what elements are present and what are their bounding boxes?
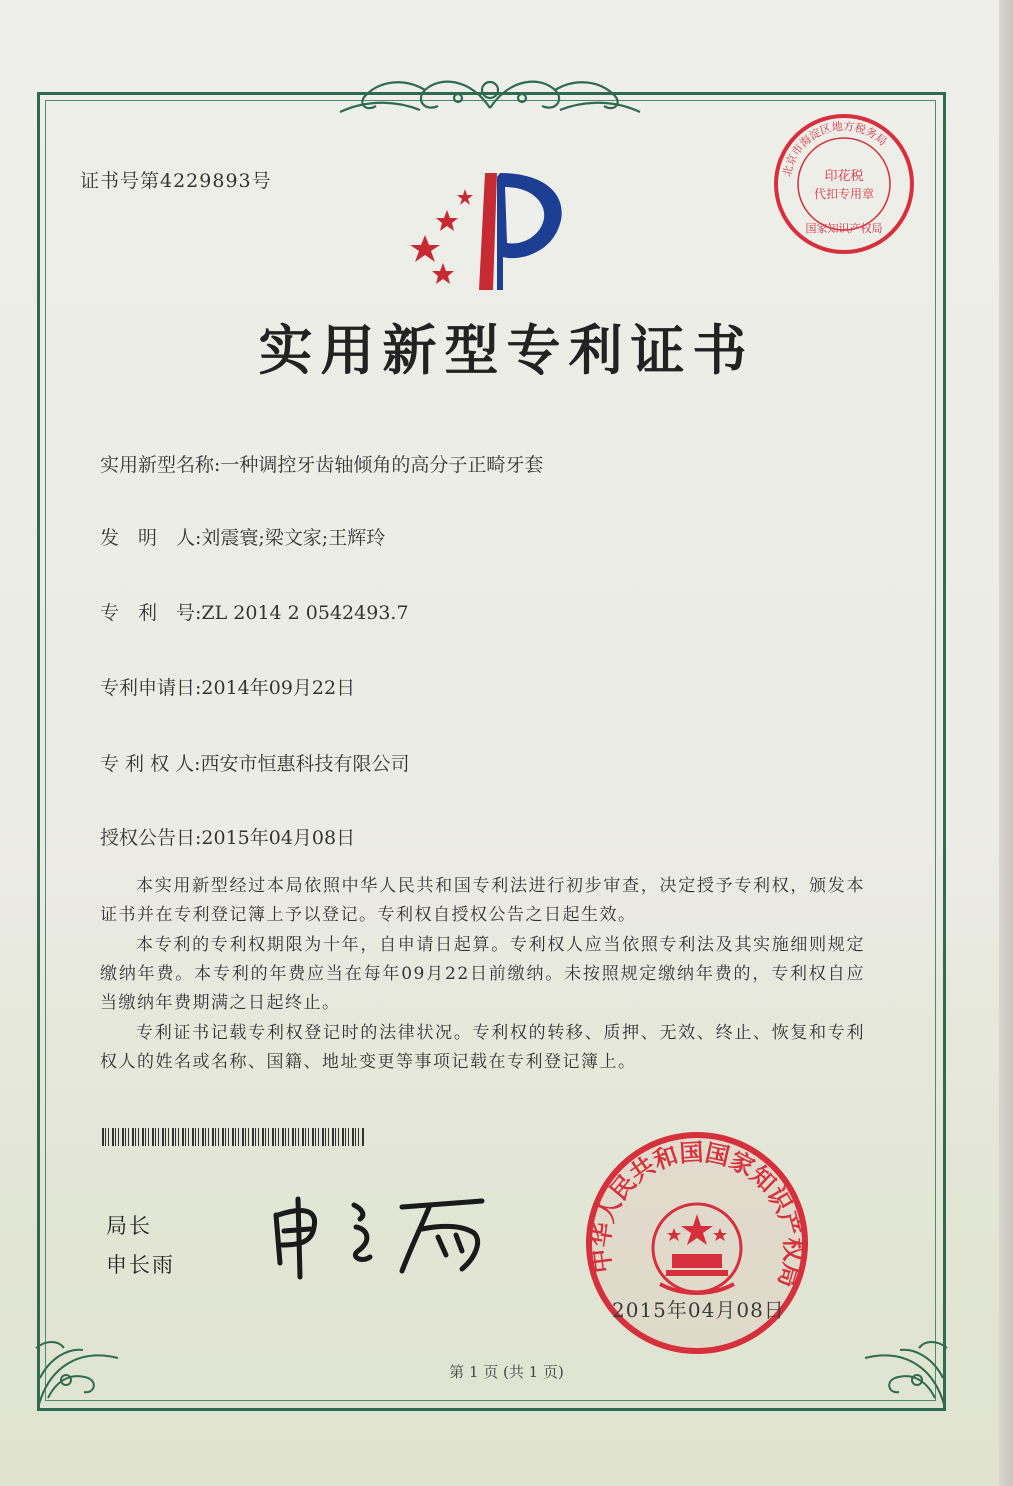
barcode-bar	[275, 1128, 276, 1146]
barcode-bar	[178, 1128, 179, 1146]
barcode-bar	[232, 1128, 234, 1146]
field-utility-model-name	[100, 450, 543, 477]
barcode-bar	[125, 1128, 126, 1146]
director-title: 局长	[106, 1214, 152, 1238]
field-value: 刘震寰;梁文家;王辉玲	[201, 527, 386, 549]
paragraph-term: 本专利的专利权期限为十年，自申请日起算。专利权人应当依照专利法及其实施细则规定缴纳年费。本专利的年费应当在每年09月22日前缴纳。未按照规定缴纳年费的，专利权自应当缴纳年费期满之日起终止。	[100, 935, 865, 1013]
field-value: ZL 2014 2 0542493.7	[201, 602, 409, 624]
barcode-bar	[278, 1128, 279, 1146]
tax-seal-center-2: 代扣专用章	[813, 187, 875, 201]
barcode-bar	[242, 1128, 244, 1146]
barcode-bar	[358, 1128, 359, 1146]
director-signature	[262, 1185, 502, 1285]
field-value: 一种调控牙齿轴倾角的高分子正畸牙套	[220, 454, 544, 476]
barcode-bar	[175, 1128, 176, 1146]
barcode-bar	[208, 1128, 209, 1146]
barcode-bar	[262, 1128, 264, 1146]
barcode-bar	[142, 1128, 144, 1146]
barcode-bar	[292, 1128, 294, 1146]
barcode-bar	[188, 1128, 189, 1146]
page-number: 第 1 页 (共 1 页)	[449, 1363, 564, 1381]
barcode-bar	[168, 1128, 169, 1146]
barcode-bar	[185, 1128, 186, 1146]
tax-seal-bottom: 国家知识产权局	[805, 222, 883, 235]
barcode-bar	[328, 1128, 329, 1146]
barcode-bar	[202, 1128, 204, 1146]
barcode-bar	[282, 1128, 284, 1146]
barcode-bar	[348, 1128, 349, 1146]
barcode-bar	[255, 1128, 256, 1146]
barcode-bar	[325, 1128, 326, 1146]
field-grant-date	[100, 823, 355, 850]
barcode-bar	[248, 1128, 249, 1146]
barcode-bar	[315, 1128, 316, 1146]
barcode-bar	[218, 1128, 219, 1146]
barcode-bar	[228, 1128, 229, 1146]
barcode-bar	[322, 1128, 324, 1146]
barcode-bar	[268, 1128, 269, 1146]
field-label: 发 明 人:	[100, 527, 202, 549]
tax-stamp-seal	[770, 110, 918, 258]
barcode-bar	[258, 1128, 259, 1146]
director-name: 申长雨	[106, 1253, 175, 1277]
official-seal-text: 中华人民共和国国家知识产权局	[586, 1138, 808, 1291]
barcode-bar	[235, 1128, 236, 1146]
barcode-bar	[198, 1128, 199, 1146]
field-value: 西安市恒惠科技有限公司	[200, 753, 410, 775]
field-label: 实用新型名称:	[100, 454, 221, 476]
field-inventors	[100, 523, 385, 550]
official-seal	[582, 1128, 812, 1358]
barcode-bar	[182, 1128, 184, 1146]
paragraph-legal-status: 专利证书记载专利权登记时的法律状况。专利权的转移、质押、无效、终止、恢复和专利权人的姓名或名称、国籍、地址变更等事项记载在专利登记簿上。	[100, 1023, 865, 1072]
barcode-bar	[152, 1128, 154, 1146]
barcode-bar	[148, 1128, 149, 1146]
barcode-bar	[205, 1128, 206, 1146]
barcode-bar	[215, 1128, 216, 1146]
field-label: 专 利 权 人:	[100, 753, 201, 775]
barcode-bar	[145, 1128, 146, 1146]
field-label: 专 利 号:	[100, 602, 202, 624]
certificate-number: 证书号第4229893号	[80, 170, 272, 192]
barcode-bar	[245, 1128, 246, 1146]
barcode-bar	[345, 1128, 346, 1146]
seal-date: 2015年04月08日	[612, 1298, 785, 1322]
cnipa-logo-icon	[405, 165, 580, 295]
barcode-bar	[172, 1128, 174, 1146]
barcode-bar	[332, 1128, 334, 1146]
barcode-bar	[212, 1128, 214, 1146]
barcode-bar	[305, 1128, 306, 1146]
barcode-bar	[285, 1128, 286, 1146]
field-application-date	[100, 673, 355, 700]
barcode-bar	[352, 1128, 354, 1146]
barcode-bar	[162, 1128, 164, 1146]
field-label: 授权公告日:	[100, 827, 202, 849]
barcode-bar	[118, 1128, 119, 1146]
barcode-bar	[308, 1128, 309, 1146]
barcode	[102, 1128, 364, 1146]
barcode-bar	[138, 1128, 139, 1146]
field-value: 2014年09月22日	[201, 677, 356, 699]
barcode-bar	[225, 1128, 226, 1146]
barcode-bar	[288, 1128, 289, 1146]
field-patent-number	[100, 598, 409, 625]
field-patentee	[100, 749, 410, 776]
page-title: 实用新型专利证书	[258, 319, 755, 382]
barcode-bar	[122, 1128, 124, 1146]
top-ornament	[330, 68, 650, 120]
barcode-bar	[158, 1128, 159, 1146]
barcode-bar	[108, 1128, 109, 1146]
barcode-bar	[115, 1128, 116, 1146]
field-value: 2015年04月08日	[201, 827, 356, 849]
barcode-bar	[318, 1128, 319, 1146]
barcode-bar	[135, 1128, 136, 1146]
barcode-bar	[298, 1128, 299, 1146]
barcode-bar	[272, 1128, 274, 1146]
barcode-bar	[238, 1128, 239, 1146]
barcode-bar	[105, 1128, 106, 1146]
barcode-bar	[295, 1128, 296, 1146]
barcode-bar	[155, 1128, 156, 1146]
barcode-bar	[192, 1128, 194, 1146]
barcode-bar	[252, 1128, 254, 1146]
field-label: 专利申请日:	[100, 677, 202, 699]
barcode-bar	[112, 1128, 114, 1146]
barcode-bar	[132, 1128, 134, 1146]
barcode-bar	[265, 1128, 266, 1146]
barcode-bar	[335, 1128, 336, 1146]
barcode-bar	[338, 1128, 339, 1146]
barcode-bar	[355, 1128, 356, 1146]
paper-edge	[999, 0, 1013, 1486]
barcode-bar	[362, 1128, 364, 1146]
barcode-bar	[302, 1128, 304, 1146]
paragraph-grant: 本实用新型经过本局依照中华人民共和国专利法进行初步审查，决定授予专利权，颁发本证书并在专利登记簿上予以登记。专利权自授权公告之日起生效。	[100, 876, 865, 925]
barcode-bar	[102, 1128, 104, 1146]
tax-seal-center-1: 印花税	[824, 169, 864, 184]
barcode-bar	[195, 1128, 196, 1146]
barcode-bar	[165, 1128, 166, 1146]
barcode-bar	[342, 1128, 344, 1146]
barcode-bar	[128, 1128, 129, 1146]
barcode-bar	[222, 1128, 224, 1146]
barcode-bar	[312, 1128, 314, 1146]
tax-seal-ring-text: 北京市海淀区地方税务局	[780, 119, 890, 178]
